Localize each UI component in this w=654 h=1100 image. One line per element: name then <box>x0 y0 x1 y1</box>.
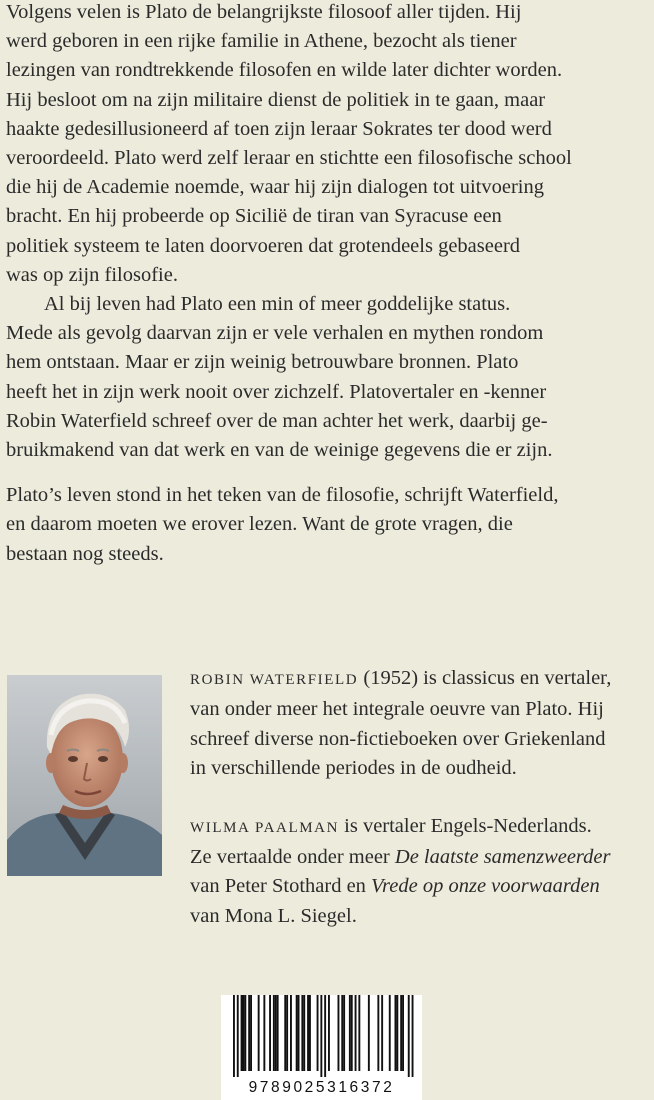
author-bio <box>190 664 650 784</box>
barcode-bar <box>298 995 300 1071</box>
barcode-bar <box>269 995 271 1071</box>
blurb-paragraph-2 <box>6 290 646 465</box>
author-bio-text: van onder meer het integrale oeuvre van Plato. Hij <box>190 698 604 721</box>
isbn-barcode <box>221 995 422 1100</box>
barcode-bar <box>320 995 322 1077</box>
blurb-line: hem ontstaan. Maar er zijn weinig betrouwbare bronnen. Plato <box>6 351 519 374</box>
blurb-line: bestaan nog steeds. <box>6 542 164 565</box>
blurb-line: politiek systeem te laten doorvoeren dat grotendeels gebaseerd <box>6 234 521 257</box>
blurb-line: Hij besloot om na zijn militaire dienst de politiek in te gaan, maar <box>6 88 546 111</box>
barcode-bar <box>349 995 351 1071</box>
translator-bio-text: Ze vertaalde onder meer <box>190 846 395 869</box>
barcode-bar <box>317 995 319 1071</box>
barcode-bar <box>275 995 277 1071</box>
author-portrait-image <box>7 675 162 876</box>
barcode-bar <box>377 995 379 1071</box>
author-bio-text: (1952) is classicus en vertaler, <box>358 667 612 689</box>
barcode-bar <box>400 995 402 1071</box>
translator-bio <box>190 812 650 932</box>
barcode-bar <box>258 995 260 1071</box>
barcode-bar <box>368 995 370 1071</box>
barcode-bar <box>338 995 340 1071</box>
author-name: ROBIN WATERFIELD <box>190 672 359 688</box>
isbn-number: 9789025316372 <box>248 1079 395 1096</box>
barcode-bar <box>358 995 360 1071</box>
blurb-line: Mede als gevolg daarvan zijn er vele verhalen en mythen rondom <box>6 322 544 345</box>
blurb-paragraph-3 <box>6 481 646 569</box>
barcode-bar <box>402 995 404 1071</box>
blurb-line: lezingen van rondtrekkende filosofen en wilde later dichter worden. <box>6 59 563 82</box>
blurb-line: Robin Waterfield schreef over de man achter het werk, daarbij ge- <box>6 409 548 432</box>
blurb-paragraph-1 <box>6 0 646 290</box>
barcode-bar <box>408 995 410 1077</box>
barcode-bar <box>343 995 345 1071</box>
barcode-bar <box>284 995 286 1071</box>
blurb-line: Al bij leven had Plato een min of meer goddelijke status. <box>44 293 511 316</box>
barcode-bar <box>396 995 398 1071</box>
barcode-bar <box>355 995 357 1071</box>
blurb-line: Plato’s leven stond in het teken van de filosofie, schrijft Waterfield, <box>6 484 559 507</box>
barcode-bar <box>301 995 303 1071</box>
translator-name: WILMA PAALMAN <box>190 819 340 836</box>
barcode-bar <box>296 995 298 1071</box>
barcode-bar <box>286 995 288 1071</box>
book-title: Vrede op onze voorwaarden <box>371 875 600 898</box>
author-bios <box>190 664 650 931</box>
blurb-line: was op zijn filosofie. <box>6 263 178 286</box>
barcode-bar <box>389 995 391 1071</box>
barcode-bar <box>244 995 246 1071</box>
barcode-bar <box>273 995 275 1071</box>
barcode-bars <box>221 995 422 1077</box>
author-photo <box>7 675 162 876</box>
blurb-line: bracht. En hij probeerde op Sicilië de tiran van Syracuse een <box>6 205 502 228</box>
barcode-bar <box>241 995 243 1071</box>
back-cover-blurb <box>6 0 646 569</box>
barcode-bar <box>243 995 245 1071</box>
author-bio-text: schreef diverse non-fictieboeken over Griekenland <box>190 727 606 750</box>
barcode-bar <box>303 995 305 1071</box>
blurb-line: werd geboren in een rijke familie in Athene, bezocht als tiener <box>6 30 517 53</box>
blurb-line: die hij de Academie noemde, waar hij zijn dialogen tot uitvoering <box>6 176 544 199</box>
barcode-bar <box>277 995 279 1071</box>
translator-bio-text: van Mona L. Siegel. <box>190 904 357 927</box>
barcode-bar <box>351 995 353 1071</box>
barcode-bar <box>328 995 330 1071</box>
blurb-line: heeft het in zijn werk nooit over zichzelf. Platovertaler en -kenner <box>6 380 547 403</box>
author-bio-text: in verschillende periodes in de oudheid. <box>190 757 517 780</box>
blurb-line: veroordeeld. Plato werd zelf leraar en stichtte een filosofische school <box>6 147 572 170</box>
blurb-line: Volgens velen is Plato de belangrijkste filosoof aller tijden. Hij <box>6 1 522 23</box>
barcode-bar <box>263 995 265 1071</box>
barcode-bar <box>290 995 292 1071</box>
blurb-line: haakte gedesillusioneerd af toen zijn leraar Sokrates ter dood werd <box>6 117 552 140</box>
translator-bio-text: is vertaler Engels-Nederlands. <box>339 814 592 837</box>
barcode-bar <box>341 995 343 1071</box>
barcode-bar <box>250 995 252 1071</box>
barcode-bar <box>309 995 311 1071</box>
translator-bio-text: van Peter Stothard en <box>190 875 372 898</box>
blurb-line: bruikmakend van dat werk en van de weinige gegevens die er zijn. <box>6 439 553 462</box>
barcode-bar <box>307 995 309 1071</box>
blurb-line: en daarom moeten we erover lezen. Want de grote vragen, die <box>6 513 513 536</box>
barcode-bar <box>395 995 397 1071</box>
barcode-bar <box>248 995 250 1071</box>
barcode-bar <box>412 995 414 1077</box>
barcode-bar <box>237 995 239 1077</box>
barcode-bar <box>324 995 326 1077</box>
book-title: De laatste samenzweerder <box>394 846 611 869</box>
barcode-bar <box>381 995 383 1071</box>
barcode-bar <box>233 995 235 1077</box>
